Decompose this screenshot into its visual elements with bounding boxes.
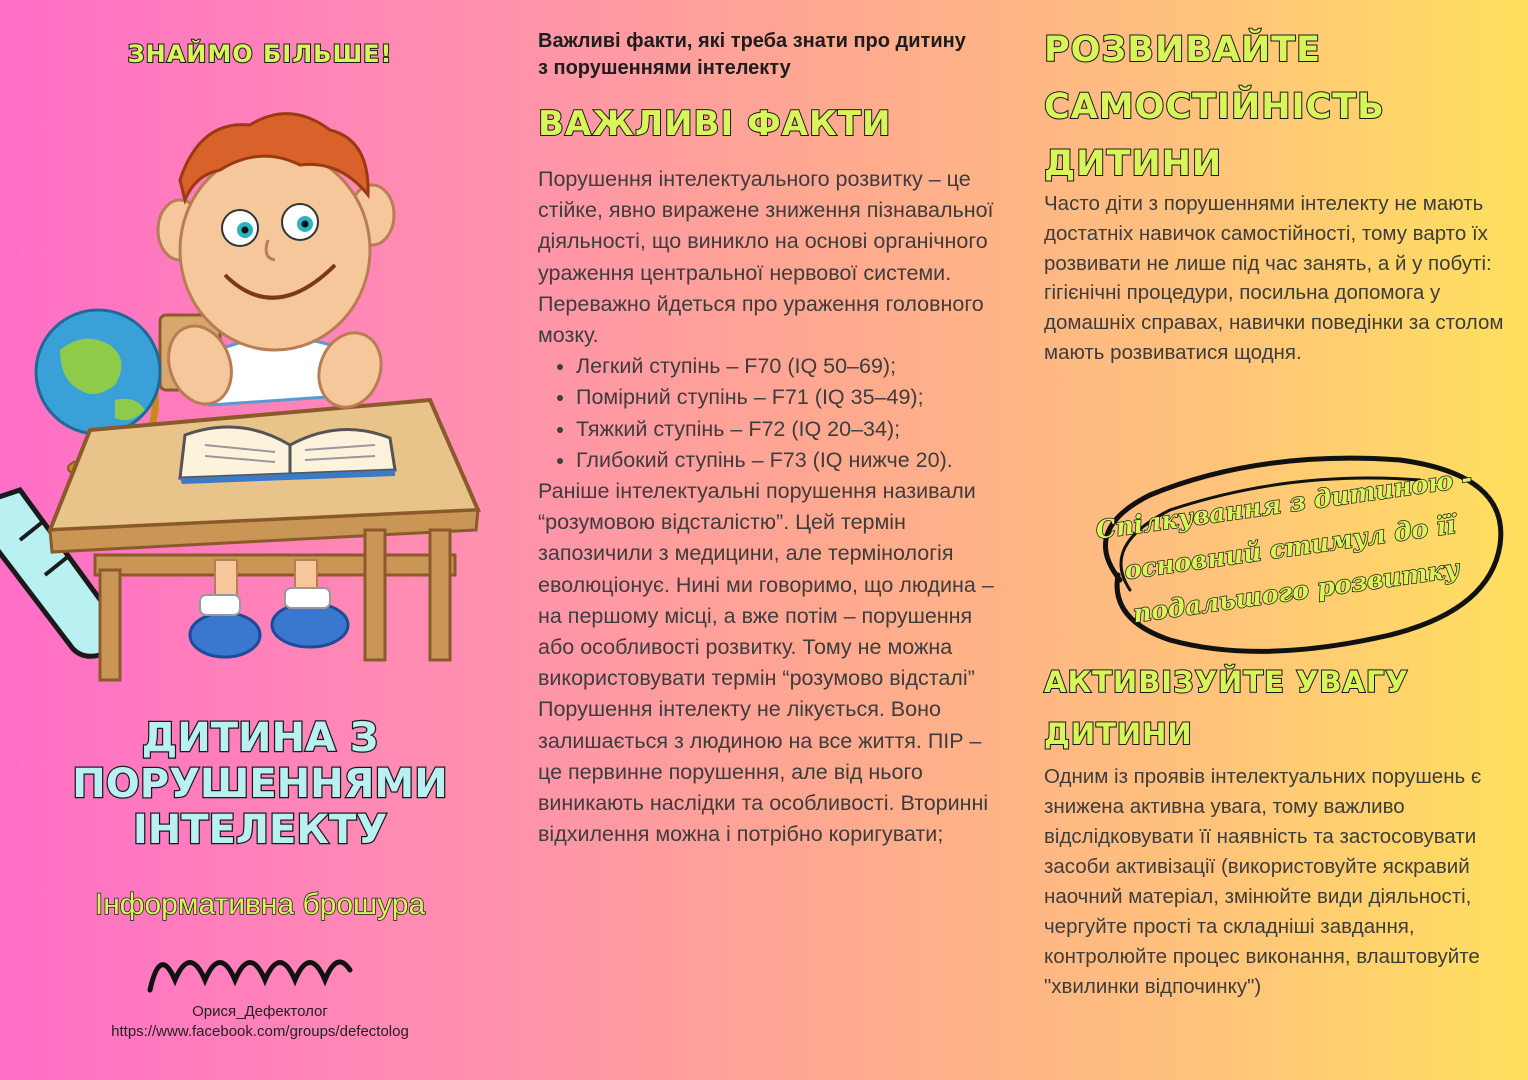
cover-panel: [0, 0, 510, 1080]
cover-tagline: ЗНАЙМО БІЛЬШЕ!: [127, 40, 393, 68]
facts-body: [538, 164, 1000, 850]
tips-panel: [1010, 0, 1528, 1080]
quote-text: Спілкування з дитиною - основний стимул до її подальшого розвитку: [1093, 463, 1474, 629]
degrees-list: [538, 351, 1000, 476]
attention-title: АКТИВІЗУЙТЕ УВАГУ ДИТИНИ: [1044, 665, 1409, 751]
independence-title: РОЗВИВАЙТЕ САМОСТІЙНІСТЬ ДИТИНИ: [1044, 30, 1385, 184]
quote-callout: [1060, 450, 1520, 660]
facts-title: ВАЖЛИВІ ФАКТИ: [538, 104, 892, 144]
degree-item: • Тяжкий ступінь – F72 (IQ 20–34);: [576, 414, 1000, 445]
degree-item: • Легкий ступінь – F70 (IQ 50–69);: [576, 351, 1000, 382]
facts-header: Важливі факти, які треба знати про дитину з порушеннями інтелекту: [538, 30, 966, 79]
author-name: Орися_Дефектолог: [192, 1003, 328, 1020]
facts-panel: [510, 0, 1010, 1080]
brochure-label: Інформативна брошура: [94, 888, 426, 921]
facts-intro: Порушення інтелектуального розвитку – це стійке, явно виражене зниження пізнавальної діяльності, що виникло на основі органічного ураження центральної нервової системи. Переважно йдеться про ураження головного мозку.: [538, 167, 994, 348]
facts-paragraph-terminology: Раніше інтелектуальні порушення називали “розумовою відсталістю”. Цей термін запозичили з медицини, але термінологія еволюціонує. Нині ми говоримо, що людина – на першому місці, а вже потім – порушення або особливості розвитку. Тому не можна використовувати термін “розумово відсталі”: [538, 479, 994, 691]
boy-at-desk-illustration: [0, 100, 510, 690]
cover-title: ДИТИНА З ПОРУШЕННЯМИ ІНТЕЛЕКТУ: [72, 715, 448, 853]
degree-item: • Помірний ступінь – F71 (IQ 35–49);: [576, 382, 1000, 413]
squiggle-decoration-icon: [145, 940, 355, 1000]
author-credit: [0, 1002, 520, 1042]
facts-paragraph-treatment: Порушення інтелекту не лікується. Воно залишається з людиною на все життя. ПІР – це первинне порушення, але від нього виникають наслідки та особливості. Вторинні відхилення можна і потрібно коригувати;: [538, 697, 989, 847]
independence-text: Часто діти з порушеннями інтелекту не мають достатніх навичок самостійності, тому варто їх розвивати не лише під час занять, а й у побуті: гігієнічні процедури, посильна допомога у домашніх справах, навички поведінки за столом мають розвиватися щодня.: [1044, 192, 1504, 364]
attention-text: Одним із проявів інтелектуальних порушень є знижена активна увага, тому важливо відслідковувати її наявність та застосовувати засоби активізації (використовуйте яскравий наочний матеріал, змінюйте види діяльності, чергуйте прості та складніші завдання, контролюйте процес виконання, влаштовуйте "хвилинки відпочинку"): [1044, 765, 1482, 998]
author-url[interactable]: https://www.facebook.com/groups/defectolog: [111, 1023, 409, 1040]
degree-item: • Глибокий ступінь – F73 (IQ нижче 20).: [576, 445, 1000, 476]
